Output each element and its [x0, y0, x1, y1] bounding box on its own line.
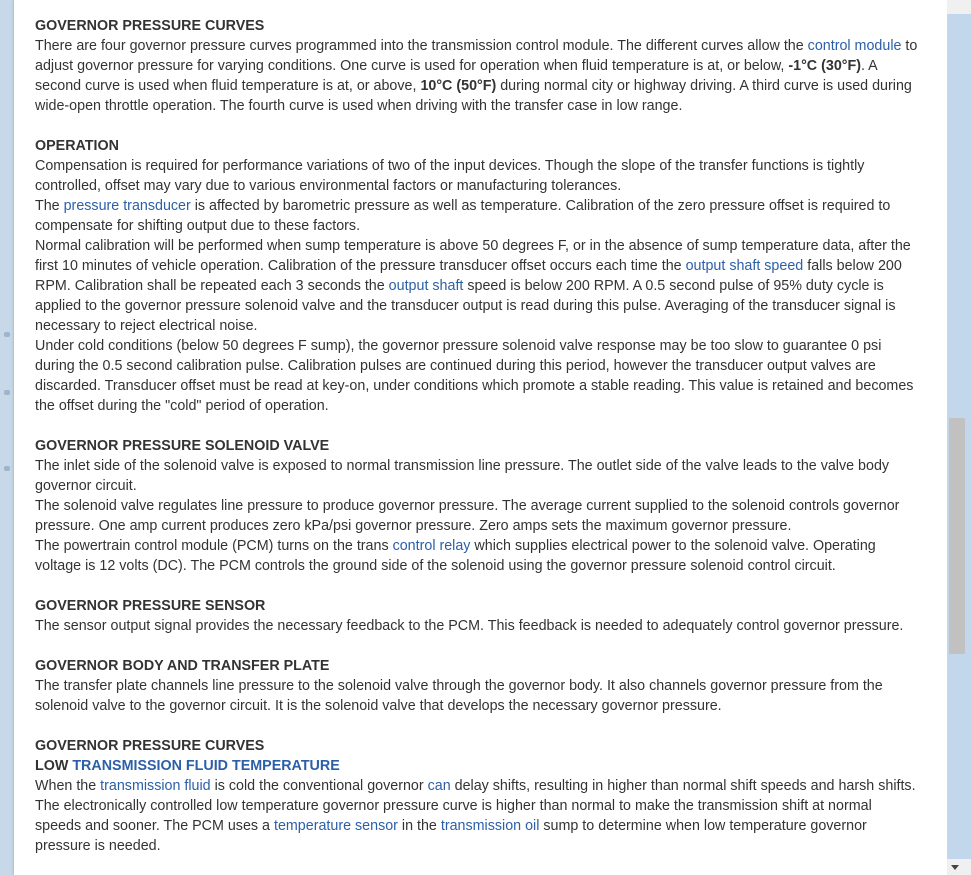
link-can[interactable]: can — [427, 778, 451, 794]
paragraph — [35, 36, 920, 116]
paragraph: The solenoid valve regulates line pressure to produce governor pressure. The average current supplied to the solenoid controls governor pressure. One amp current produces zero kPa/psi governor pressure. Zero amps sets the maximum governor pressure. — [35, 498, 900, 534]
temp-value: 10°C (50°F) — [420, 78, 497, 94]
section-pressure-sensor — [35, 596, 920, 636]
subheading — [35, 756, 920, 776]
text: sump to determine when low temperature governor pressure is needed. — [35, 818, 867, 854]
text: . A second curve is used when fluid temperature is at, or above, — [35, 58, 877, 94]
section-heading: OPERATION — [35, 138, 119, 154]
text: The — [35, 198, 64, 214]
paragraph — [35, 536, 920, 576]
vertical-scrollbar[interactable] — [947, 0, 971, 875]
left-background — [0, 0, 14, 875]
paragraph — [35, 236, 920, 336]
link-control-relay[interactable]: control relay — [392, 538, 471, 554]
text: delay shifts, resulting in higher than normal shift speeds and harsh shifts. The electronically controlled low temperature governor pressure curve is higher than normal to make the transmission shift at normal speeds and sooner. The PCM uses a — [35, 778, 916, 834]
section-governor-pressure-curves — [35, 16, 920, 116]
section-heading: GOVERNOR PRESSURE SENSOR — [35, 598, 266, 614]
section-governor-body — [35, 656, 920, 716]
text: in the — [397, 818, 441, 834]
link-control-module[interactable]: control module — [807, 38, 902, 54]
temp-value: -1°C (30°F) — [788, 58, 861, 74]
paragraph: Under cold conditions (below 50 degrees F sump), the governor pressure solenoid valve response may be too slow to guarantee 0 psi during the 0.5 second calibration pulse. Calibration pulses are continued during this period, however the transducer output valves are discarded. Transducer offset must be read at key-on, under conditions which promote a stable reading. This value is retained and becomes the offset during the "cold" period of operation. — [35, 338, 914, 414]
text: The powertrain control module (PCM) turns on the trans — [35, 538, 393, 554]
text: There are four governor pressure curves programmed into the transmission control module. The different curves allow the — [35, 38, 808, 54]
link-transmission-fluid-temperature[interactable]: TRANSMISSION FLUID TEMPERATURE — [72, 758, 340, 774]
paragraph: The sensor output signal provides the necessary feedback to the PCM. This feedback is needed to adequately control governor pressure. — [35, 618, 904, 634]
text: to adjust governor pressure for varying conditions. One curve is used for operation when fluid temperature is at, or below, — [35, 38, 918, 74]
text: speed is below 200 RPM. A 0.5 second pulse of 95% duty cycle is applied to the governor pressure solenoid valve and the transducer output is read during this pulse. Averaging of the transducer signal is necessary to reject electrical noise. — [35, 278, 896, 334]
scroll-down-button[interactable] — [947, 859, 971, 875]
text: is cold the conventional governor — [210, 778, 428, 794]
text: is affected by barometric pressure as well as temperature. Calibration of the zero pressure offset is required to compensate for shifting output due to these factors. — [35, 198, 891, 234]
section-governor-pressure-curves-2 — [35, 736, 920, 856]
text: during normal city or highway driving. A third curve is used during wide-open throttle operation. The fourth curve is used when driving with the transfer case in low range. — [35, 78, 912, 114]
text: When the — [35, 778, 101, 794]
text: which supplies electrical power to the solenoid valve. Operating voltage is 12 volts (DC). The PCM controls the ground side of the solenoid using the governor pressure solenoid control circuit. — [35, 538, 876, 574]
link-output-shaft[interactable]: output shaft — [388, 278, 464, 294]
link-output-shaft-speed[interactable]: output shaft speed — [685, 258, 804, 274]
section-solenoid-valve — [35, 436, 920, 576]
chevron-down-icon — [951, 865, 959, 870]
scroll-up-button[interactable] — [947, 0, 971, 14]
text: falls below 200 RPM. Calibration shall be repeated each 3 seconds the — [35, 258, 902, 294]
side-marker — [4, 332, 10, 337]
side-marker — [4, 466, 10, 471]
text: LOW — [35, 758, 73, 774]
scrollbar-thumb[interactable] — [949, 418, 965, 654]
text: Normal calibration will be performed when sump temperature is above 50 degrees F, or in the absence of sump temperature data, after the first 10 minutes of vehicle operation. Calibration of the pressure transducer offset occurs each time the — [35, 238, 911, 274]
link-temperature-sensor[interactable]: temperature sensor — [273, 818, 398, 834]
section-operation — [35, 136, 920, 416]
link-pressure-transducer[interactable]: pressure transducer — [63, 198, 191, 214]
section-heading: GOVERNOR PRESSURE CURVES — [35, 738, 265, 754]
paragraph — [35, 776, 920, 856]
paragraph — [35, 196, 920, 236]
section-heading: GOVERNOR PRESSURE SOLENOID VALVE — [35, 438, 330, 454]
section-heading: GOVERNOR BODY AND TRANSFER PLATE — [35, 658, 330, 674]
link-transmission-fluid[interactable]: transmission fluid — [100, 778, 211, 794]
side-marker — [4, 390, 10, 395]
paragraph: The inlet side of the solenoid valve is exposed to normal transmission line pressure. The outlet side of the valve leads to the valve body governor circuit. — [35, 458, 890, 494]
section-heading: GOVERNOR PRESSURE CURVES — [35, 18, 265, 34]
paragraph: The transfer plate channels line pressure to the solenoid valve through the governor body. It also channels governor pressure from the solenoid valve to the governor circuit. It is the solenoid valve that develops the necessary governor pressure. — [35, 678, 883, 714]
link-transmission-oil[interactable]: transmission oil — [440, 818, 540, 834]
paragraph: Compensation is required for performance variations of two of the input devices. Though the slope of the transfer functions is tightly controlled, offset may vary due to various environmental factors or manufacturing tolerances. — [35, 158, 865, 194]
document-content — [35, 0, 920, 875]
